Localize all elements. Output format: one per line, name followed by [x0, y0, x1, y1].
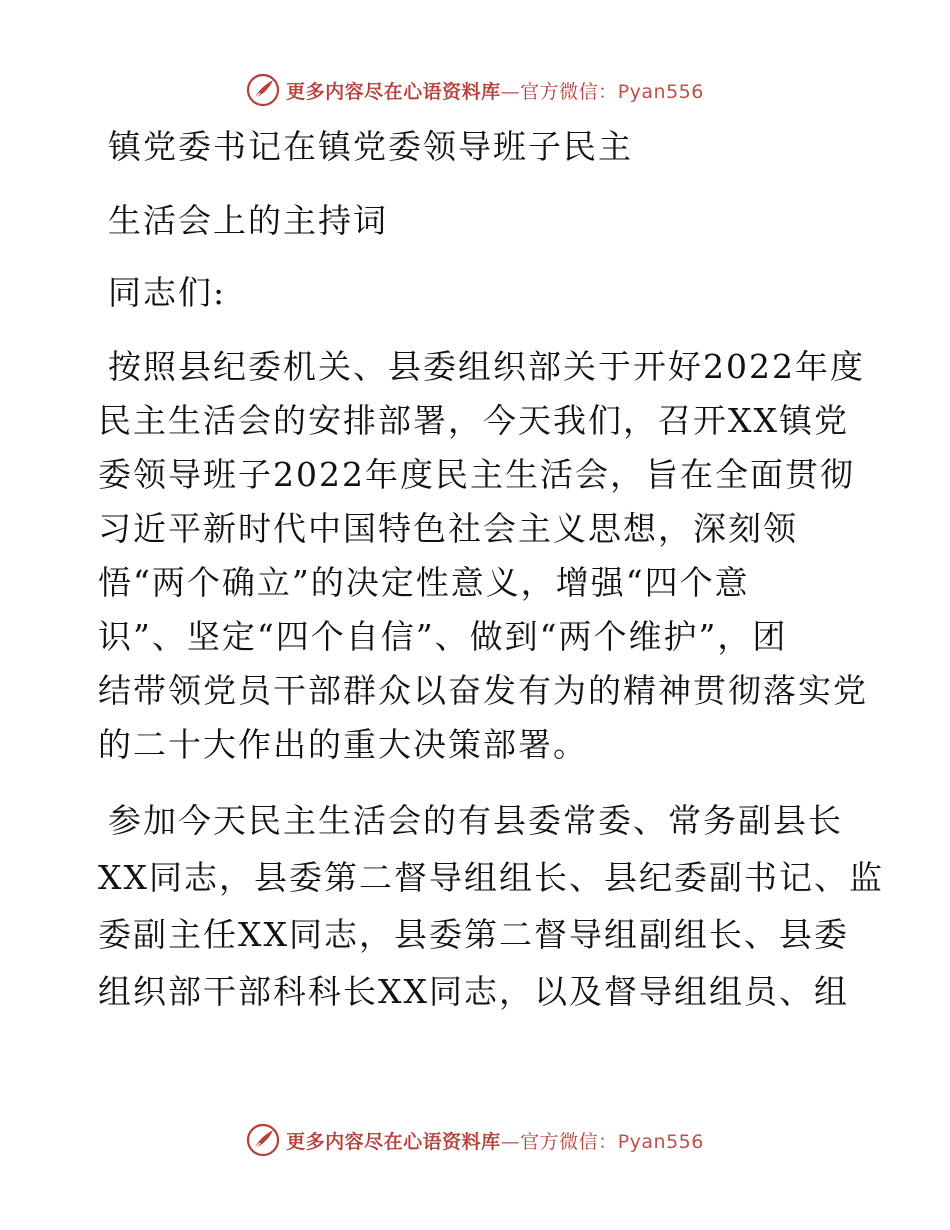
paragraph-line: 参加今天民主生活会的有县委常委、常务副县长 [108, 801, 843, 840]
watermark-main: 更多内容尽在心语资料库 [286, 80, 501, 103]
watermark-separator: — [500, 80, 521, 103]
paragraph-line: XX同志，县委第二督导组组长、县纪委副书记、监 [98, 858, 884, 897]
watermark-main: 更多内容尽在心语资料库 [286, 1130, 501, 1153]
header-watermark [0, 68, 950, 112]
paragraph-line: 结带领党员干部群众以奋发有为的精神贯彻落实党 [98, 671, 868, 710]
quill-logo-icon [246, 73, 280, 107]
paragraph-line: 习近平新时代中国特色社会主义思想，深刻领 [98, 509, 798, 548]
watermark-id: Pyan556 [617, 80, 704, 103]
watermark-official: 官方微信： [520, 1130, 618, 1153]
paragraph-line: 按照县纪委机关、县委组织部关于开好2022年度 [108, 347, 865, 386]
watermark-text [286, 77, 704, 104]
watermark-text [286, 1127, 704, 1154]
paragraph-line: 的二十大作出的重大决策部署。 [98, 725, 588, 764]
paragraph-line: 民主生活会的安排部署，今天我们，召开XX镇党 [98, 401, 849, 440]
paragraph-line: 悟“两个确立”的决定性意义，增强“四个意 [98, 563, 750, 602]
watermark-official: 官方微信： [520, 80, 618, 103]
document-title-line-2: 生活会上的主持词 [108, 201, 388, 240]
paragraph-line: 组织部干部科科长XX同志，以及督导组组员、组 [98, 972, 849, 1011]
document-title-line-1: 镇党委书记在镇党委领导班子民主 [108, 127, 633, 166]
quill-logo-icon [246, 1123, 280, 1157]
paragraph-line: 委副主任XX同志，县委第二督导组副组长、县委 [98, 915, 849, 954]
paragraph-1 [98, 340, 868, 772]
footer-watermark [0, 1118, 950, 1162]
watermark-separator: — [500, 1130, 521, 1153]
document-body [98, 120, 884, 1020]
greeting: 同志们: [108, 273, 227, 312]
paragraph-line: 识”、坚定“四个自信”、做到“两个维护”，团 [98, 617, 788, 656]
watermark-id: Pyan556 [617, 1130, 704, 1153]
paragraph-2 [98, 792, 884, 1020]
paragraph-line: 委领导班子2022年度民主生活会，旨在全面贯彻 [98, 455, 855, 494]
